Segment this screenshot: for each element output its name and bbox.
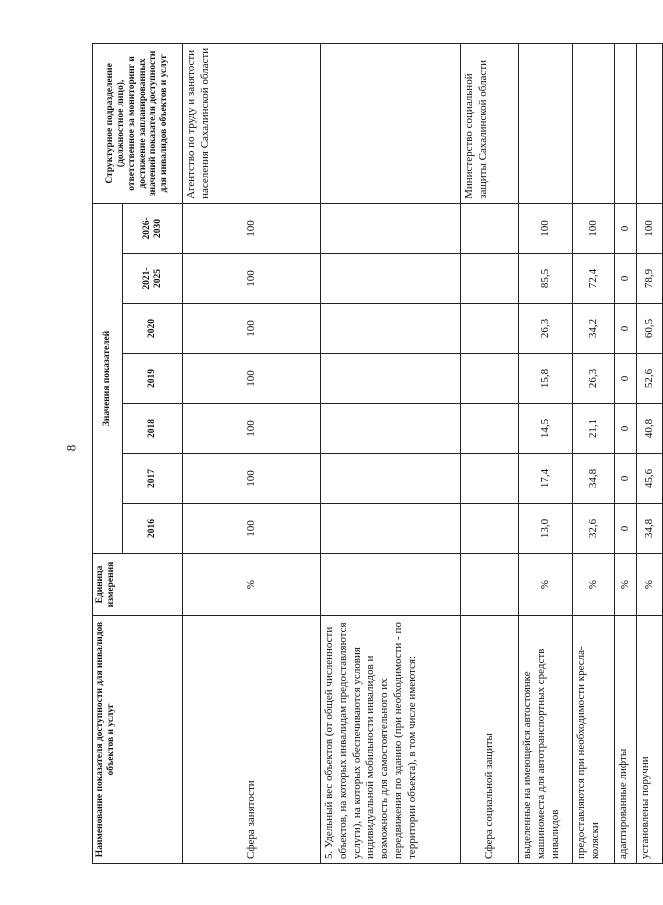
value-cell: 34,2 <box>573 304 615 354</box>
header-year: 2020 <box>123 304 183 354</box>
value-cell: 100 <box>183 203 321 253</box>
value-cell: 100 <box>519 203 573 253</box>
table-row <box>637 43 663 863</box>
value-cell: 100 <box>183 404 321 454</box>
value-cell: 100 <box>183 504 321 554</box>
value-cell <box>461 304 519 354</box>
value-cell: 34,8 <box>637 504 663 554</box>
value-cell: 0 <box>615 404 637 454</box>
indicator-name-cell: адаптированные лифты <box>615 616 637 864</box>
value-cell: 15,8 <box>519 354 573 404</box>
indicators-table <box>92 43 663 864</box>
indicator-name-cell: Сфера занятости <box>183 616 321 864</box>
indicator-name-cell: установлены поручни <box>637 616 663 864</box>
unit-cell: % <box>519 554 573 616</box>
value-cell: 34,8 <box>573 454 615 504</box>
value-cell: 45,6 <box>637 454 663 504</box>
value-cell: 85,5 <box>519 254 573 304</box>
value-cell: 21,1 <box>573 404 615 454</box>
value-cell: 100 <box>183 454 321 504</box>
value-cell <box>321 254 461 304</box>
page-number: 8 <box>63 444 79 452</box>
value-cell: 13,0 <box>519 504 573 554</box>
value-cell: 100 <box>183 254 321 304</box>
value-cell: 60,5 <box>637 304 663 354</box>
value-cell: 0 <box>615 504 637 554</box>
value-cell: 0 <box>615 454 637 504</box>
value-cell: 32,6 <box>573 504 615 554</box>
value-cell <box>461 254 519 304</box>
responsible-cell <box>637 43 663 203</box>
value-cell <box>461 504 519 554</box>
value-cell: 17,4 <box>519 454 573 504</box>
value-cell: 100 <box>637 203 663 253</box>
table-row <box>519 43 573 863</box>
table-row <box>321 43 461 863</box>
value-cell: 100 <box>183 304 321 354</box>
table-row <box>461 43 519 863</box>
value-cell: 0 <box>615 354 637 404</box>
value-cell: 0 <box>615 304 637 354</box>
header-year: 2018 <box>123 404 183 454</box>
table-row <box>615 43 637 863</box>
value-cell: 72,4 <box>573 254 615 304</box>
responsible-cell <box>519 43 573 203</box>
unit-cell <box>321 554 461 616</box>
unit-cell: % <box>183 554 321 616</box>
unit-cell: % <box>573 554 615 616</box>
header-indicator-name: Наименование показателя доступности для инвалидов объектов и услуг <box>93 616 183 864</box>
value-cell: 26,3 <box>519 304 573 354</box>
responsible-cell <box>615 43 637 203</box>
responsible-cell: Агентство по труду и занятости населения Сахалинской области <box>183 43 321 203</box>
value-cell <box>321 354 461 404</box>
unit-cell: % <box>615 554 637 616</box>
value-cell <box>321 504 461 554</box>
value-cell <box>461 454 519 504</box>
header-year: 2021-2025 <box>123 254 183 304</box>
value-cell: 26,3 <box>573 354 615 404</box>
responsible-cell <box>573 43 615 203</box>
responsible-cell <box>321 43 461 203</box>
value-cell: 0 <box>615 254 637 304</box>
header-responsible: Структурное подразделение (должностное лицо), ответственное за мониторинг и достижение запланированных значений показателя доступности для инвалидов объектов и услуг <box>93 43 183 203</box>
unit-cell <box>461 554 519 616</box>
value-cell <box>321 404 461 454</box>
value-cell: 100 <box>573 203 615 253</box>
value-cell <box>461 203 519 253</box>
value-cell: 52,6 <box>637 354 663 404</box>
indicator-name-cell: Сфера социальной защиты <box>461 616 519 864</box>
indicator-name-cell: предоставляются при необходимости кресла-коляски <box>573 616 615 864</box>
table-row <box>183 43 321 863</box>
value-cell: 78,9 <box>637 254 663 304</box>
value-cell <box>321 203 461 253</box>
value-cell: 14,5 <box>519 404 573 454</box>
header-year: 2019 <box>123 354 183 404</box>
responsible-cell: Министерство социальной защиты Сахалинской области <box>461 43 519 203</box>
value-cell: 100 <box>183 354 321 404</box>
value-cell: 0 <box>615 203 637 253</box>
unit-cell: % <box>637 554 663 616</box>
header-unit: Единица измерения <box>93 554 183 616</box>
header-year: 2017 <box>123 454 183 504</box>
value-cell <box>321 304 461 354</box>
header-values-group: Значения показателей <box>93 203 123 553</box>
header-year: 2016 <box>123 504 183 554</box>
header-year: 2026-2030 <box>123 203 183 253</box>
value-cell <box>321 454 461 504</box>
table-row <box>573 43 615 863</box>
indicator-name-cell: 5. Удельный вес объектов (от общей численности объектов, на которых инвалидам предоставляются услуги), на которых обеспечиваются условия индивидуальной мобильности инвалидов и возможность для самостоятельного их передвижения по зданию (при необходимости - по территории объекта), в том числе имеются: <box>321 616 461 864</box>
value-cell <box>461 404 519 454</box>
indicator-name-cell: выделенные на имеющейся автостоянке машиноместа для автотранспортных средств инвалидов <box>519 616 573 864</box>
value-cell: 40,8 <box>637 404 663 454</box>
value-cell <box>461 354 519 404</box>
rotated-page <box>92 44 655 864</box>
